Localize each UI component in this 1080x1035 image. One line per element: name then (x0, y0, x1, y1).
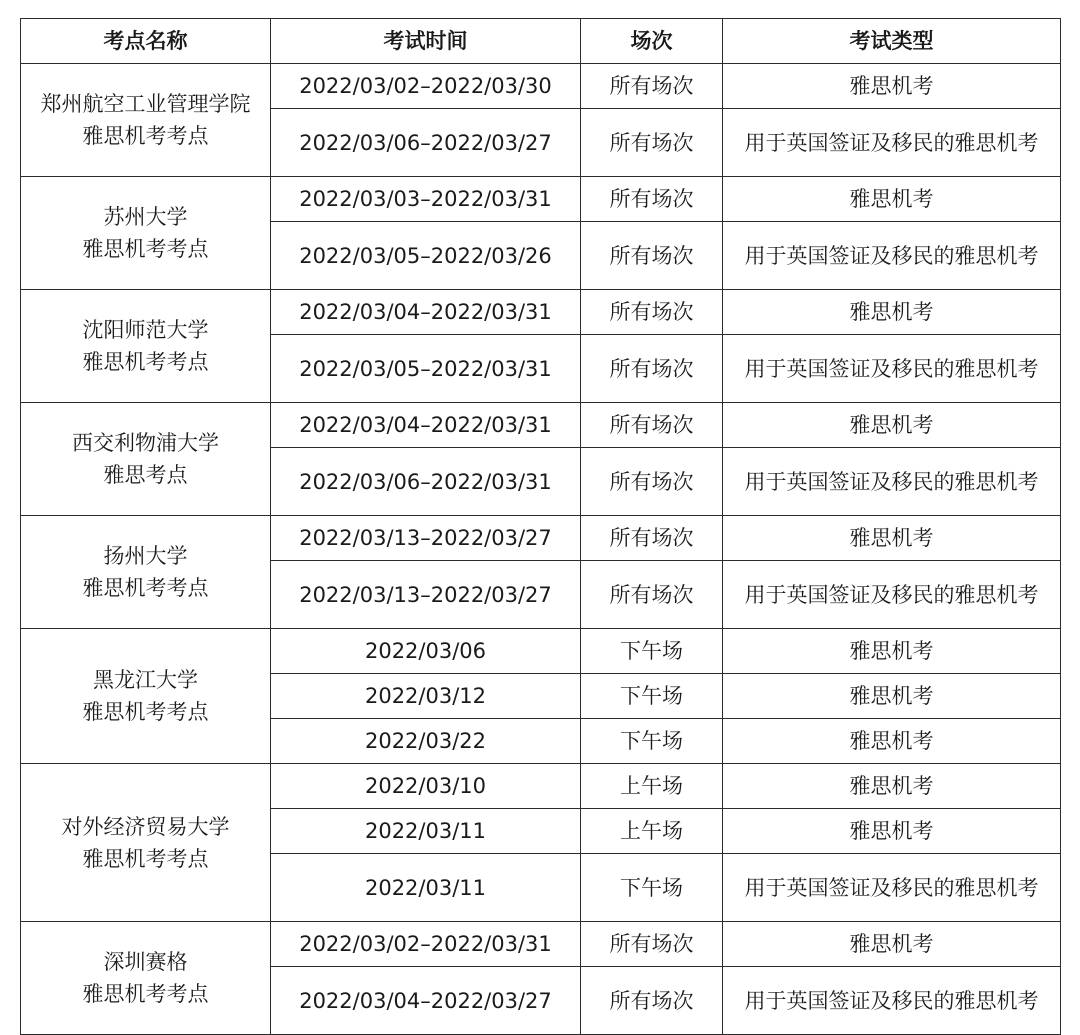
venue-name: 扬州大学 (103, 544, 188, 568)
header-session: 场次 (581, 19, 723, 64)
exam-time-cell: 2022/03/04–2022/03/31 (271, 290, 581, 335)
session-cell: 所有场次 (581, 516, 723, 561)
session-cell: 所有场次 (581, 403, 723, 448)
session-cell: 所有场次 (581, 448, 723, 516)
venue-subtitle: 雅思机考考点 (82, 124, 209, 148)
table-row (21, 290, 1061, 335)
exam-type-cell: 用于英国签证及移民的雅思机考 (723, 561, 1061, 629)
venue-subtitle: 雅思机考考点 (82, 982, 209, 1006)
venue-subtitle: 雅思考点 (103, 463, 188, 487)
exam-time-cell: 2022/03/06 (271, 629, 581, 674)
venue-subtitle: 雅思机考考点 (82, 700, 209, 724)
exam-time-cell: 2022/03/03–2022/03/31 (271, 177, 581, 222)
session-cell: 所有场次 (581, 967, 723, 1035)
exam-time-cell: 2022/03/13–2022/03/27 (271, 516, 581, 561)
exam-time-cell: 2022/03/05–2022/03/26 (271, 222, 581, 290)
exam-type-cell: 雅思机考 (723, 922, 1061, 967)
session-cell: 所有场次 (581, 922, 723, 967)
venue-cell (21, 764, 271, 922)
session-cell: 上午场 (581, 809, 723, 854)
venue-name: 郑州航空工业管理学院 (40, 92, 251, 116)
schedule-body (21, 64, 1061, 1035)
venue-cell (21, 629, 271, 764)
session-cell: 上午场 (581, 764, 723, 809)
exam-type-cell: 雅思机考 (723, 809, 1061, 854)
session-cell: 所有场次 (581, 64, 723, 109)
venue-cell (21, 922, 271, 1035)
venue-name: 对外经济贸易大学 (61, 814, 230, 839)
session-cell: 下午场 (581, 719, 723, 764)
table-row (21, 764, 1061, 809)
exam-time-cell: 2022/03/04–2022/03/31 (271, 403, 581, 448)
exam-time-cell: 2022/03/06–2022/03/27 (271, 109, 581, 177)
exam-type-cell: 用于英国签证及移民的雅思机考 (723, 222, 1061, 290)
venue-name: 西交利物浦大学 (72, 431, 219, 455)
exam-time-cell: 2022/03/11 (271, 809, 581, 854)
session-cell: 下午场 (581, 674, 723, 719)
exam-type-cell: 雅思机考 (723, 674, 1061, 719)
exam-time-cell: 2022/03/06–2022/03/31 (271, 448, 581, 516)
table-row (21, 922, 1061, 967)
exam-type-cell: 用于英国签证及移民的雅思机考 (723, 967, 1061, 1035)
exam-time-cell: 2022/03/02–2022/03/30 (271, 64, 581, 109)
exam-time-cell: 2022/03/11 (271, 854, 581, 922)
table-row (21, 516, 1061, 561)
session-cell: 所有场次 (581, 222, 723, 290)
session-cell: 下午场 (581, 629, 723, 674)
venue-cell (21, 177, 271, 290)
exam-time-cell: 2022/03/10 (271, 764, 581, 809)
session-cell: 所有场次 (581, 177, 723, 222)
header-row (21, 19, 1061, 64)
exam-type-cell: 用于英国签证及移民的雅思机考 (723, 448, 1061, 516)
exam-type-cell: 雅思机考 (723, 719, 1061, 764)
exam-type-cell: 雅思机考 (723, 403, 1061, 448)
venue-name: 苏州大学 (103, 205, 188, 229)
venue-cell (21, 516, 271, 629)
exam-type-cell: 用于英国签证及移民的雅思机考 (723, 335, 1061, 403)
table-row (21, 403, 1061, 448)
session-cell: 所有场次 (581, 335, 723, 403)
exam-time-cell: 2022/03/02–2022/03/31 (271, 922, 581, 967)
exam-type-cell: 用于英国签证及移民的雅思机考 (723, 109, 1061, 177)
venue-cell (21, 290, 271, 403)
exam-time-cell: 2022/03/12 (271, 674, 581, 719)
exam-type-cell: 雅思机考 (723, 629, 1061, 674)
venue-name: 深圳赛格 (103, 950, 188, 974)
exam-type-cell: 用于英国签证及移民的雅思机考 (723, 854, 1061, 922)
venue-name: 沈阳师范大学 (82, 318, 209, 342)
session-cell: 所有场次 (581, 109, 723, 177)
venue-cell (21, 403, 271, 516)
table-row (21, 177, 1061, 222)
session-cell: 下午场 (581, 854, 723, 922)
venue-cell (21, 64, 271, 177)
table-row (21, 629, 1061, 674)
header-type: 考试类型 (723, 19, 1061, 64)
exam-time-cell: 2022/03/13–2022/03/27 (271, 561, 581, 629)
schedule-table (20, 18, 1061, 1035)
exam-type-cell: 雅思机考 (723, 516, 1061, 561)
exam-time-cell: 2022/03/22 (271, 719, 581, 764)
venue-subtitle: 雅思机考考点 (82, 576, 209, 600)
venue-subtitle: 雅思机考考点 (82, 846, 209, 871)
exam-type-cell: 雅思机考 (723, 290, 1061, 335)
venue-subtitle: 雅思机考考点 (82, 237, 209, 261)
exam-type-cell: 雅思机考 (723, 177, 1061, 222)
exam-type-cell: 雅思机考 (723, 764, 1061, 809)
session-cell: 所有场次 (581, 290, 723, 335)
table-row (21, 64, 1061, 109)
header-venue: 考点名称 (21, 19, 271, 64)
header-time: 考试时间 (271, 19, 581, 64)
exam-type-cell: 雅思机考 (723, 64, 1061, 109)
venue-name: 黑龙江大学 (93, 668, 198, 692)
exam-time-cell: 2022/03/04–2022/03/27 (271, 967, 581, 1035)
exam-time-cell: 2022/03/05–2022/03/31 (271, 335, 581, 403)
venue-subtitle: 雅思机考考点 (82, 350, 209, 374)
session-cell: 所有场次 (581, 561, 723, 629)
